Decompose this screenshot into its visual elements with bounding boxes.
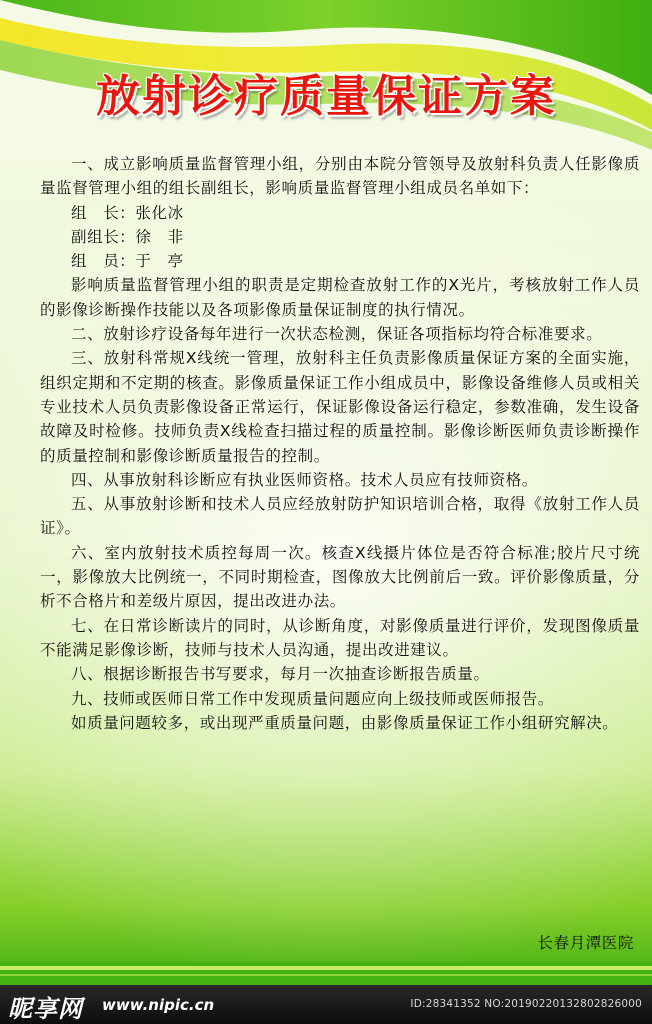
watermark-logo: 昵享网 — [8, 995, 83, 1023]
paragraph-3: 三、放射科常规X线统一管理，放射科主任负责影像质量保证方案的全面实施，组织定期和不定期的核查。影像质量保证工作小组成员中，影像设备维修人员或相关专业技术人员负责影像设备正常运行，保证影像设备运行稳定，参数准确，发生设备故障及时检修。技师负责X线检查扫描过程的质量控制。影像诊断医师负责诊断操作的质量控制和影像诊断质量报告的控制。 — [40, 349, 640, 465]
paragraph-7: 七、在日常诊断读片的同时，从诊断角度，对影像质量进行评价，发现图像质量不能满足影像诊断，技师与技术人员沟通，提出改进建议。 — [40, 616, 640, 659]
paragraph-8: 八、根据诊断报告书写要求，每月一次抽查诊断报告质量。 — [71, 665, 490, 684]
paragraph-4: 四、从事放射科诊断应有执业医师资格。技术人员应有技师资格。 — [71, 470, 538, 489]
member-leader: 组 长：张化冰 — [71, 203, 184, 222]
watermark-bar — [0, 985, 652, 1024]
hospital-signature: 长春月潭医院 — [537, 934, 634, 952]
page-title: 放射诊疗质量保证方案 — [96, 71, 556, 122]
paragraph-closing: 如质量问题较多，或出现严重质量问题，由影像质量保证工作小组研究解决。 — [71, 713, 619, 732]
paragraph-2: 二、放射诊疗设备每年进行一次状态检测，保证各项指标均符合标准要求。 — [71, 325, 603, 344]
watermark-url: www.nipic.cn — [102, 996, 215, 1014]
paragraph-6: 六、室内放射技术质控每周一次。核查X线摄片体位是否符合标准;胶片尺寸统一，影像放大比例统一，不同时期检查，图像放大比例前后一致。评价影像质量，分析不合格片和差级片原因，提出改进办法。 — [40, 543, 640, 611]
paragraph-5: 五、从事放射诊断和技术人员应经放射防护知识培训合格，取得《放射工作人员证》。 — [40, 495, 640, 538]
member-deputy-leader: 副组长：徐 非 — [71, 227, 184, 246]
document-body — [40, 152, 640, 735]
watermark-id: ID:28341352 NO:20190220132802826000 — [410, 998, 642, 1010]
member-staff: 组 员：于 亭 — [71, 252, 184, 271]
paragraph-duties: 影响质量监督管理小组的职责是定期检查放射工作的X光片，考核放射工作人员的影像诊断操作技能以及各项影像质量保证制度的执行情况。 — [40, 276, 640, 319]
footer-stripe-decoration — [0, 962, 652, 985]
paragraph-1: 一、成立影响质量监督管理小组，分别由本院分管领导及放射科负责人任影像质量监督管理小组的组长副组长，影响质量监督管理小组成员名单如下： — [40, 155, 640, 198]
paragraph-9: 九、技师或医师日常工作中发现质量问题应向上级技师或医师报告。 — [71, 689, 555, 708]
